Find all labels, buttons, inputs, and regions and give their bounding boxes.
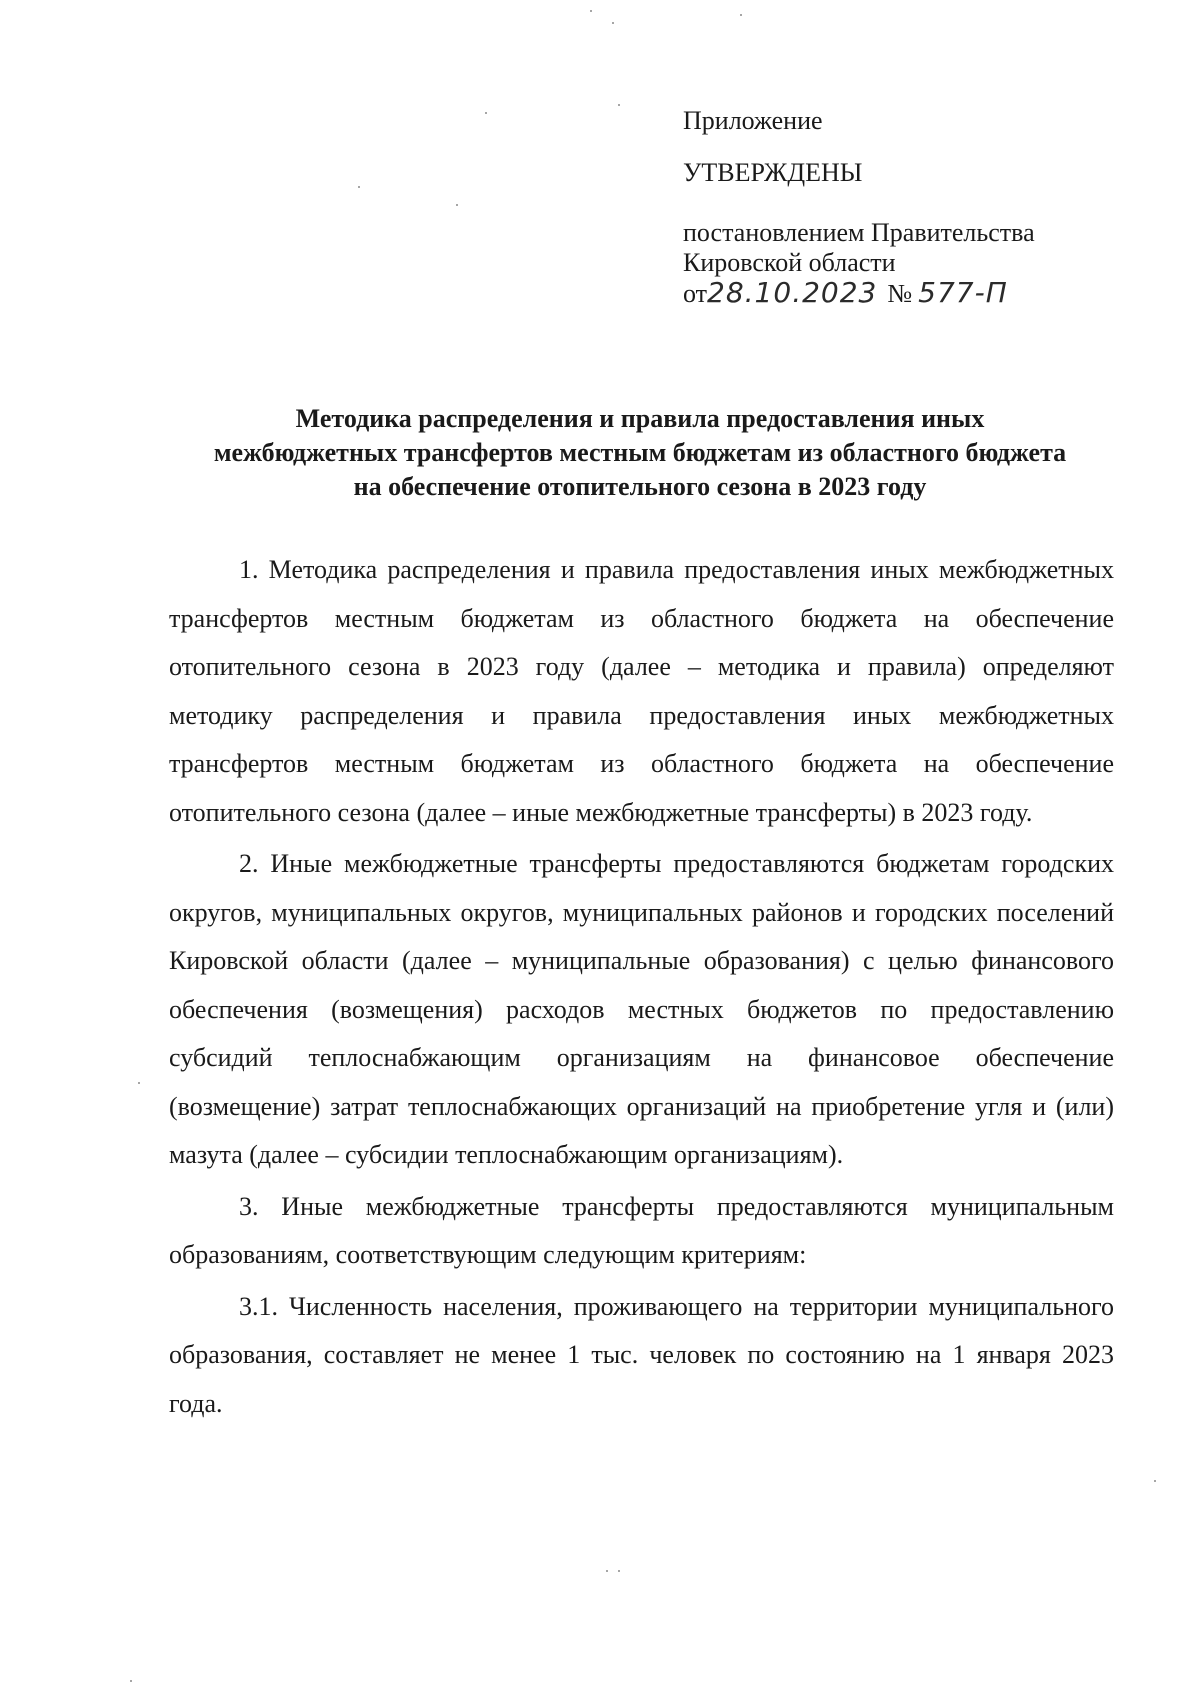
title-line-3: на обеспечение отопительного сезона в 2023 году (353, 472, 927, 501)
speck (456, 204, 458, 206)
speck (485, 112, 487, 114)
speck (590, 10, 592, 12)
speck (618, 1570, 620, 1572)
speck (618, 104, 620, 106)
speck (612, 22, 614, 24)
speck (138, 1082, 140, 1084)
speck (606, 1570, 608, 1572)
appendix-label: Приложение (683, 106, 823, 135)
paragraph-3: 3. Иные межбюджетные трансферты предоставляются муниципальным образованиям, соответствующим следующим критериям: (169, 1191, 1114, 1269)
paragraph-1: 1. Методика распределения и правила предоставления иных межбюджетных трансфертов местным бюджетам из областного бюджета на обеспечение отопительного сезона в 2023 году (далее – методика и правила) определяют методику распределения и правила предоставления иных межбюджетных трансфертов местным бюджетам из областного бюджета на обеспечение отопительного сезона (далее – иные межбюджетные трансферты) в 2023 году. (169, 555, 1114, 827)
speck (740, 14, 742, 16)
resolution-date-line (683, 278, 1163, 309)
document-body (169, 546, 1114, 1431)
approval-block (683, 106, 1163, 309)
resolution-line-2: Кировской области (683, 248, 896, 277)
paragraph-3-1: 3.1. Численность населения, проживающего на территории муниципального образования, составляет не менее 1 тыс. человек по состоянию на 1 января 2023 года. (169, 1291, 1114, 1418)
number-sign: № (887, 279, 913, 308)
title-line-2: межбюджетных трансфертов местным бюджетам из областного бюджета (213, 438, 1067, 467)
document-title (140, 402, 1140, 504)
handwritten-number: 577-П (918, 276, 1008, 309)
resolution-line-1: постановлением Правительства (683, 218, 1035, 247)
title-line-1: Методика распределения и правила предоставления иных (295, 404, 985, 433)
approved-label: УТВЕРЖДЕНЫ (683, 158, 863, 187)
speck (130, 1680, 132, 1682)
speck (358, 186, 360, 188)
speck (1154, 1480, 1156, 1482)
handwritten-date: 28.10.2023 (707, 276, 878, 309)
paragraph-2: 2. Иные межбюджетные трансферты предоставляются бюджетам городских округов, муниципальных округов, муниципальных районов и городских поселений Кировской области (далее – муниципальные образования) с целью финансового обеспечения (возмещения) расходов местных бюджетов по предоставлению субсидий теплоснабжающим организациям на финансовое обеспечение (возмещение) затрат теплоснабжающих организаций на приобретение угля и (или) мазута (далее – субсидии теплоснабжающим организациям). (169, 849, 1114, 1169)
date-prefix: от (683, 279, 708, 308)
